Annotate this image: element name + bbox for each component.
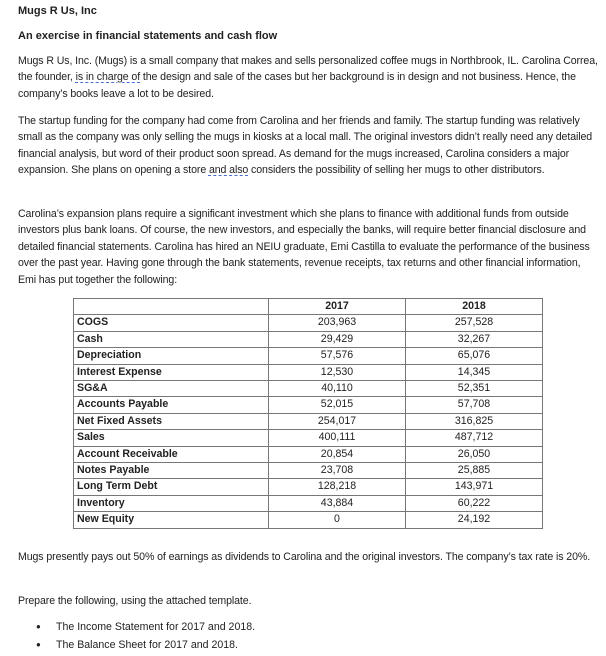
cell-2017: 40,110 <box>269 381 406 397</box>
cell-2017: 57,576 <box>269 348 406 364</box>
financial-data-table <box>73 298 543 529</box>
document-subtitle: An exercise in financial statements and cash flow <box>18 30 278 42</box>
row-label: Inventory <box>74 495 269 511</box>
table-row <box>74 463 543 479</box>
row-label: Sales <box>74 430 269 446</box>
row-label: Cash <box>74 331 269 347</box>
cell-2017: 52,015 <box>269 397 406 413</box>
cell-2018: 25,885 <box>406 463 543 479</box>
instruction-paragraph: Prepare the following, using the attached template. <box>18 595 252 607</box>
header-year-2017: 2017 <box>269 299 406 315</box>
table-row <box>74 413 543 429</box>
cell-2017: 203,963 <box>269 315 406 331</box>
cell-2018: 26,050 <box>406 446 543 462</box>
row-label: New Equity <box>74 512 269 528</box>
table-row <box>74 348 543 364</box>
cell-2017: 20,854 <box>269 446 406 462</box>
table-row <box>74 331 543 347</box>
grammar-flag-and-also: and also <box>208 164 249 177</box>
table-row <box>74 479 543 495</box>
cell-2018: 316,825 <box>406 413 543 429</box>
expansion-paragraph: Carolina’s expansion plans require a significant investment which she plans to finance with additional funds from outside investors plus bank loans. Of course, the new investors, and especially the banks, will require better financial disclosure and detailed financial statements. Carolina has hired an NEIU graduate, Emi Castilla to evaluate the performance of the business over the past year. Having gone through the bank statements, revenue receipts, tax returns and other financial information, Emi has put together the following: <box>18 208 590 286</box>
document-title: Mugs R Us, Inc <box>18 5 97 17</box>
funding-text-c: considers the possibility of selling her mugs to other distributors. <box>248 164 545 177</box>
cell-2018: 65,076 <box>406 348 543 364</box>
cell-2018: 52,351 <box>406 381 543 397</box>
cell-2018: 32,267 <box>406 331 543 347</box>
header-blank-cell <box>74 299 269 315</box>
row-label: Interest Expense <box>74 364 269 380</box>
grammar-flag-is-in-charge-of: is in charge of <box>75 71 141 84</box>
cell-2018: 14,345 <box>406 364 543 380</box>
table-row <box>74 430 543 446</box>
cell-2017: 12,530 <box>269 364 406 380</box>
funding-text-a: The startup funding for the company had come from Carolina and her friends and family. The startup funding was relatively small as the company was only selling the mugs in kiosks at a local mall. The original investors didn’t really need any detailed financial analysis, but word of their product soon spread. As demand for the mugs increased, Carolina considers a major expansion. She plans on opening a store <box>18 115 593 177</box>
table-row <box>74 495 543 511</box>
dividend-paragraph: Mugs presently pays out 50% of earnings as dividends to Carolina and the original investors. The company’s tax rate is 20%. <box>18 551 591 563</box>
cell-2018: 257,528 <box>406 315 543 331</box>
cell-2017: 128,218 <box>269 479 406 495</box>
cell-2017: 0 <box>269 512 406 528</box>
cell-2017: 29,429 <box>269 331 406 347</box>
cell-2018: 60,222 <box>406 495 543 511</box>
row-label: Depreciation <box>74 348 269 364</box>
cell-2018: 57,708 <box>406 397 543 413</box>
cell-2017: 254,017 <box>269 413 406 429</box>
cell-2017: 43,884 <box>269 495 406 511</box>
table-header-row <box>74 299 543 315</box>
table-row <box>74 315 543 331</box>
intro-text-c: the design and sale of the cases but her background is in design and not business. Hence, the company’s books leave a lot to be desired. <box>18 71 576 100</box>
cell-2018: 487,712 <box>406 430 543 446</box>
row-label: Notes Payable <box>74 463 269 479</box>
intro-paragraph <box>18 53 600 102</box>
cell-2017: 23,708 <box>269 463 406 479</box>
row-label: Long Term Debt <box>74 479 269 495</box>
cell-2018: 143,971 <box>406 479 543 495</box>
task-list <box>36 618 576 654</box>
intro-text-a: Mugs R Us, Inc. (Mugs) is a small company that makes and sells personalized coffee mugs in Northbrook, IL. Carolina Correa, the founder, <box>18 55 598 84</box>
table-row <box>74 512 543 528</box>
table-row <box>74 364 543 380</box>
list-item-income-statement: ● The Income Statement for 2017 and 2018. <box>36 618 576 636</box>
row-label: COGS <box>74 315 269 331</box>
row-label: Account Receivable <box>74 446 269 462</box>
table-row <box>74 397 543 413</box>
row-label: Net Fixed Assets <box>74 413 269 429</box>
row-label: Accounts Payable <box>74 397 269 413</box>
row-label: SG&A <box>74 381 269 397</box>
table-row <box>74 381 543 397</box>
list-item-balance-sheet: ● The Balance Sheet for 2017 and 2018. <box>36 636 576 654</box>
table-row <box>74 446 543 462</box>
cell-2018: 24,192 <box>406 512 543 528</box>
funding-paragraph <box>18 113 600 179</box>
header-year-2018: 2018 <box>406 299 543 315</box>
cell-2017: 400,111 <box>269 430 406 446</box>
